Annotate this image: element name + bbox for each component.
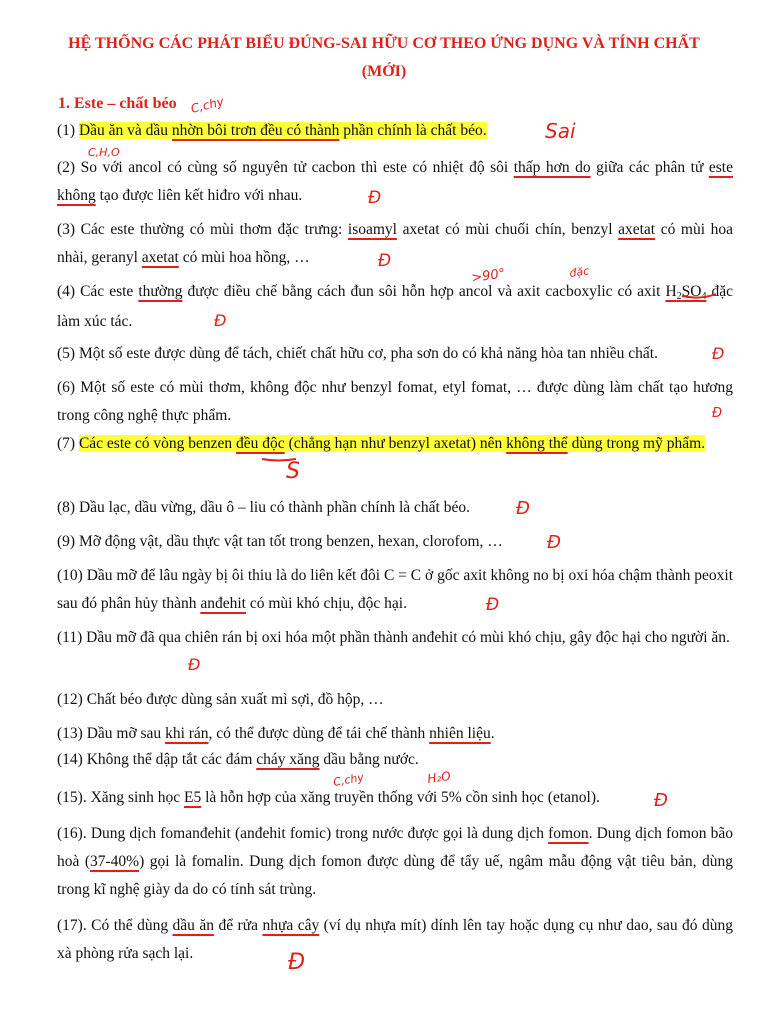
note-dung-2: Đ bbox=[368, 188, 382, 208]
statement-3: (3) Các este thường có mùi thơm đặc trưng: isoamyl axetat có mùi chuối chín, benzyl axetat có mùi hoa nhài, geranyl axetat có mùi hoa hồng, … bbox=[57, 221, 733, 266]
statement-13: (13) Dầu mỡ sau khi rán, có thể được dùng để tái chế thành nhiên liệu. bbox=[57, 725, 495, 742]
title-line-2: (MỚI) bbox=[361, 63, 407, 80]
note-dac: đặc bbox=[568, 264, 591, 280]
note-dung-15: Đ bbox=[654, 790, 668, 811]
note-dung-9: Đ bbox=[547, 532, 561, 553]
note-cchy-2: C,chy bbox=[332, 770, 365, 789]
statement-10: (10) Dầu mỡ để lâu ngày bị ôi thiu là do liên kết đôi C = C ở gốc axit không no bị oxi hóa chậm thành peoxit sau đó phân hủy thành anđehit có mùi khó chịu, độc hại. bbox=[57, 567, 733, 612]
statement-4: (4) Các este thường được điều chế bằng cách đun sôi hỗn hợp ancol và axit cacboxylic có axit H2SO4 đặc làm xúc tác. bbox=[57, 283, 733, 330]
note-dung-17: Đ bbox=[288, 950, 306, 975]
statement-12: (12) Chất béo được dùng sản xuất mì sợi, đồ hộp, … bbox=[57, 691, 384, 708]
document-title bbox=[40, 30, 728, 86]
statement-2: (2) So với ancol có cùng số nguyên tử cacbon thì este có nhiệt độ sôi thấp hơn do giữa các phân tử este không tạo được liên kết hiđro với nhau. bbox=[57, 159, 733, 204]
note-dung-11: Đ bbox=[188, 655, 201, 674]
note-deg: >90° bbox=[470, 266, 507, 286]
statement-8: (8) Dầu lạc, dầu vừng, dầu ô – liu có thành phần chính là chất béo. bbox=[57, 499, 470, 516]
statement-15: (15). Xăng sinh học E5 là hỗn hợp của xăng truyền thống với 5% cồn sinh học (etanol). bbox=[57, 789, 600, 806]
h2so4-formula: H2SO4 bbox=[665, 283, 707, 302]
note-s-7: S bbox=[286, 459, 300, 484]
statement-16: (16). Dung dịch fomanđehit (anđehit fomic) trong nước được gọi là dung dịch fomon. Dung dịch fomon bão hoà (37-40%) gọi là fomalin. Dung dịch fomon được dùng để tẩy uế, ngâm mẫu động vật tiêu bản, dùng trong kĩ nghệ giày da do có tính sát trùng. bbox=[57, 825, 733, 898]
note-dung-3: Đ bbox=[378, 251, 392, 271]
statement-7-extra-stroke bbox=[262, 459, 296, 461]
note-c-h-o: C,H,O bbox=[88, 146, 120, 159]
section-heading: 1. Este – chất béo bbox=[58, 95, 177, 112]
note-sai: Sai bbox=[545, 119, 576, 143]
statement-6: (6) Một số este có mùi thơm, không độc như benzyl fomat, etyl fomat, … được dùng làm chất tạo hương trong công nghệ thực phẩm. bbox=[57, 379, 733, 424]
note-dung-5: Đ bbox=[712, 344, 725, 363]
statement-1-highlight: Dầu ăn và dầu nhờn bôi trơn đều có thành phần chính là chất béo. bbox=[78, 122, 487, 139]
note-dung-6: Đ bbox=[712, 406, 723, 421]
note-dung-8: Đ bbox=[516, 498, 530, 519]
statement-14: (14) Không thể dập tắt các đám cháy xăng dầu bằng nước. bbox=[57, 751, 419, 768]
statement-9: (9) Mỡ động vật, dầu thực vật tan tốt trong benzen, hexan, clorofom, … bbox=[57, 533, 503, 550]
statement-7: (7) Các este có vòng benzen đều độc (chẳng hạn như benzyl axetat) nên không thể dùng trong mỹ phẩm. bbox=[57, 435, 706, 452]
title-line-1: HỆ THỐNG CÁC PHÁT BIỂU ĐÚNG-SAI HỮU CƠ THEO ỨNG DỤNG VÀ TÍNH CHẤT bbox=[68, 35, 700, 52]
note-dung-4: Đ bbox=[214, 311, 227, 330]
note-dung-10: Đ bbox=[486, 595, 500, 615]
note-h2o: H₂O bbox=[426, 768, 452, 786]
statement-17: (17). Có thể dùng dầu ăn để rửa nhựa cây (ví dụ nhựa mít) dính lên tay hoặc dụng cụ như dao, sau đó dùng xà phòng rửa sạch lại. bbox=[57, 917, 733, 962]
statement-5: (5) Một số este được dùng để tách, chiết chất hữu cơ, pha sơn do có khả năng hòa tan nhiều chất. bbox=[57, 345, 658, 362]
statement-11: (11) Dầu mỡ đã qua chiên rán bị oxi hóa một phần thành anđehit có mùi khó chịu, gây độc hại cho người ăn. bbox=[57, 629, 730, 646]
note-cchy: C,chy bbox=[189, 94, 226, 116]
statement-7-highlight: Các este có vòng benzen đều độc (chẳng hạn như benzyl axetat) nên không thể dùng trong mỹ phẩm. bbox=[78, 435, 706, 452]
statement-1: (1) Dầu ăn và dầu nhờn bôi trơn đều có thành phần chính là chất béo. bbox=[57, 122, 487, 139]
